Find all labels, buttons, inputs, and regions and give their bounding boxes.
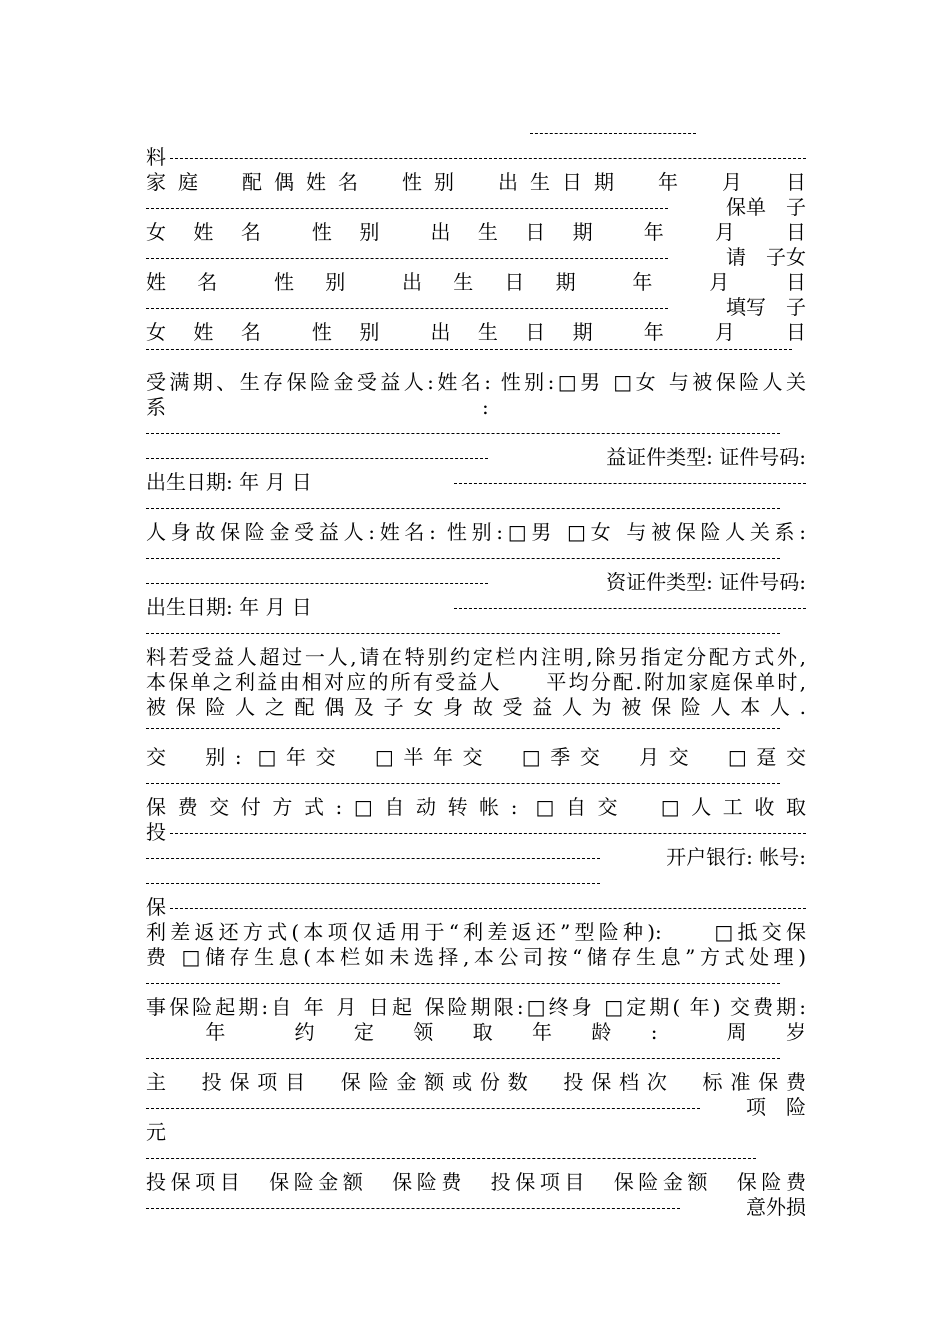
row-death-beneficiary bbox=[146, 520, 806, 545]
dash-rule bbox=[146, 1058, 780, 1059]
note-line-1: 料若受益人超过一人,请在特别约定栏内注明,除另指定分配方式外, bbox=[146, 645, 806, 669]
unit-yuan: 元 bbox=[146, 1120, 166, 1144]
birth-date-label-1: 出生日期: 年 月 日 bbox=[146, 470, 312, 494]
payment-method-options: 保费交付方式:□自动转帐: □自交 □人工收取 bbox=[146, 795, 806, 819]
dash-rule bbox=[146, 633, 780, 634]
row-id-type-2 bbox=[146, 570, 806, 595]
dash-rule bbox=[146, 783, 780, 784]
row-divider bbox=[146, 545, 806, 570]
dash-rule bbox=[146, 728, 780, 729]
row-relation bbox=[146, 395, 806, 420]
dash-rule bbox=[170, 833, 806, 834]
rider-coverage-headers: 投保项目 保险金额 保险费 投保项目 保险金额 保险费 bbox=[146, 1170, 806, 1194]
row-birth-1 bbox=[146, 470, 806, 495]
dash-rule bbox=[146, 349, 792, 350]
row-bank bbox=[146, 845, 806, 870]
row-divider bbox=[146, 770, 806, 795]
row-child-2 bbox=[146, 270, 806, 295]
dash-rule bbox=[146, 983, 780, 984]
dash-rule bbox=[146, 583, 488, 584]
relation-label: 系 bbox=[146, 395, 166, 419]
row-divider bbox=[146, 620, 806, 645]
dash-rule bbox=[454, 483, 806, 484]
row-divider bbox=[146, 495, 806, 520]
dash-rule bbox=[146, 1158, 756, 1159]
row-child-1 bbox=[146, 220, 806, 245]
row-divider bbox=[146, 1045, 806, 1070]
note-line-2: 本保单之利益由相对应的所有受益人 平均分配.附加家庭保单时, bbox=[146, 670, 806, 694]
claim-age-fields: 年 约 定 领 取 年 龄 : 周 岁 bbox=[146, 1020, 806, 1044]
dash-rule bbox=[146, 558, 780, 559]
dividend-return-line-1: 利差返还方式(本项仅适用于“利差返还”型险种): □抵交保 bbox=[146, 920, 806, 944]
row-policy-note bbox=[146, 195, 806, 220]
row-yuan bbox=[146, 1120, 806, 1145]
payment-frequency-options: 交 别: □年交 □半年交 □季交 月交 □趸交 bbox=[146, 745, 806, 769]
child-2-fields: 姓 名 性 别 出 生 日 期 年 月 日 bbox=[146, 270, 806, 294]
row-fill-note bbox=[146, 295, 806, 320]
dash-rule bbox=[454, 608, 806, 609]
dash-rule bbox=[146, 458, 488, 459]
dash-rule bbox=[146, 1108, 700, 1109]
row-note-1 bbox=[146, 645, 806, 670]
row-note-2 bbox=[146, 670, 806, 695]
spouse-fields: 家庭 配偶姓名 性别 出生日期 年 月 日 bbox=[146, 170, 806, 194]
child-3-fields: 女 姓 名 性 别 出 生 日 期 年 月 日 bbox=[146, 320, 806, 344]
dash-rule bbox=[170, 908, 806, 909]
row-payment-frequency bbox=[146, 745, 806, 770]
dash-rule bbox=[146, 508, 780, 509]
row-family-header bbox=[146, 145, 806, 170]
top-dash-line bbox=[146, 120, 806, 145]
row-period bbox=[146, 995, 806, 1020]
dash-rule bbox=[146, 258, 668, 259]
dash-rule bbox=[146, 883, 600, 884]
maturity-beneficiary-fields: 受满期、生存保险金受益人:姓名: 性别:□男 □女 与被保险人关 bbox=[146, 370, 806, 394]
main-coverage-headers: 主 投保项目 保险金额或份数 投保档次 标准保费 bbox=[146, 1070, 806, 1094]
insurance-period-fields: 事保险起期:自 年 月 日起 保险期限:□终身 □定期( 年) 交费期: bbox=[146, 995, 806, 1019]
note-line-3: 被保险人之配偶及子女身故受益人为被保险人本人. bbox=[146, 695, 806, 719]
section-label-protect: 保 bbox=[146, 895, 166, 919]
child-1-fields: 女 姓 名 性 别 出 生 日 期 年 月 日 bbox=[146, 220, 806, 244]
row-maturity-beneficiary bbox=[146, 370, 806, 395]
dash-rule bbox=[146, 1208, 680, 1209]
row-divider bbox=[146, 970, 806, 995]
dash-rule bbox=[146, 308, 668, 309]
id-type-label-1: 益证件类型: 证件号码: bbox=[606, 445, 806, 469]
row-child-3 bbox=[146, 320, 806, 345]
row-divider bbox=[146, 1145, 806, 1170]
side-label-policy: 保单 子 bbox=[726, 195, 806, 219]
relation-colon: : bbox=[482, 395, 489, 419]
dividend-return-line-2: 费 □储存生息(本栏如未选择,本公司按“储存生息”方式处理) bbox=[146, 945, 806, 969]
row-item-risk bbox=[146, 1095, 806, 1120]
row-birth-2 bbox=[146, 595, 806, 620]
row-invest bbox=[146, 820, 806, 845]
side-label-accident: 意外损 bbox=[746, 1195, 806, 1219]
top-dash bbox=[530, 133, 696, 134]
dash-rule bbox=[146, 858, 600, 859]
dash-rule bbox=[146, 208, 668, 209]
row-id-type-1 bbox=[146, 445, 806, 470]
row-protect bbox=[146, 895, 806, 920]
birth-date-label-2: 出生日期: 年 月 日 bbox=[146, 595, 312, 619]
row-main-coverage bbox=[146, 1070, 806, 1095]
row-spouse bbox=[146, 170, 806, 195]
id-type-label-2: 资证件类型: 证件号码: bbox=[606, 570, 806, 594]
dash-rule bbox=[170, 158, 806, 159]
row-payment-method bbox=[146, 795, 806, 820]
dash-rule bbox=[146, 433, 780, 434]
row-divider bbox=[146, 870, 806, 895]
side-label-please: 请 子女 bbox=[726, 245, 806, 269]
side-label-fill: 填写 子 bbox=[726, 295, 806, 319]
row-divider bbox=[146, 720, 806, 745]
row-dividend-2 bbox=[146, 945, 806, 970]
row-dividend-1 bbox=[146, 920, 806, 945]
death-beneficiary-fields: 人身故保险金受益人:姓名: 性别:□男 □女 与被保险人关系: bbox=[146, 520, 806, 544]
bank-account-label: 开户银行: 帐号: bbox=[666, 845, 806, 869]
section-label-material: 料 bbox=[146, 145, 166, 169]
row-accident bbox=[146, 1195, 806, 1220]
section-label-invest: 投 bbox=[146, 820, 166, 844]
insurance-application-form bbox=[146, 120, 806, 1220]
row-claim-age bbox=[146, 1020, 806, 1045]
row-note-3 bbox=[146, 695, 806, 720]
side-label-item-risk: 项 险 bbox=[746, 1095, 806, 1119]
row-divider bbox=[146, 345, 806, 370]
row-divider bbox=[146, 420, 806, 445]
row-rider-coverage bbox=[146, 1170, 806, 1195]
row-please-note bbox=[146, 245, 806, 270]
